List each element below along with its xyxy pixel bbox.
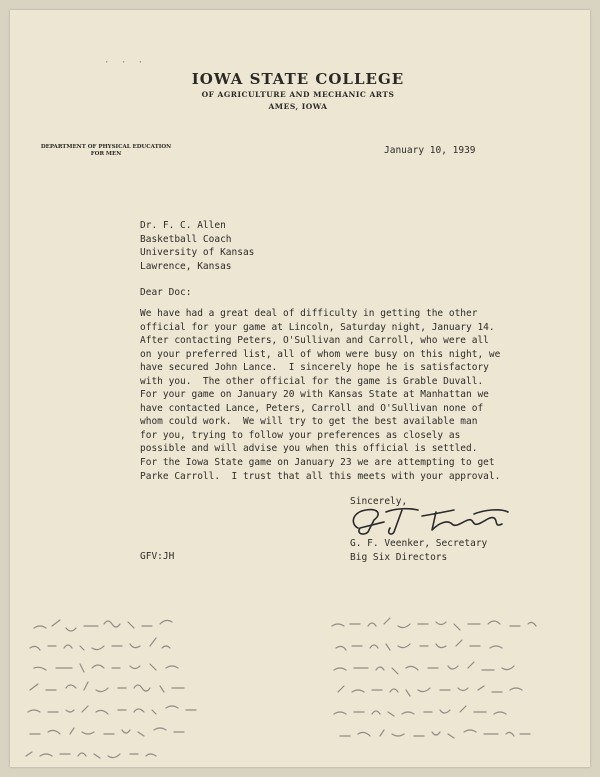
body-line: We have had a great deal of difficulty in getting the other [140, 308, 478, 319]
closing: Sincerely, [350, 496, 408, 507]
paragraph-1 [140, 307, 520, 389]
body-line: have secured John Lance. I sincerely hope he is satisfactory [140, 362, 489, 374]
body-line: for you, trying to follow your preferences as closely as [140, 429, 461, 441]
paragraph-2 [140, 388, 520, 456]
letterhead-city: AMES, IOWA [268, 102, 328, 111]
body-line: possible and will advise you when this official is settled. [140, 443, 478, 455]
body-line: For your game on January 20 with Kansas State at Manhattan we [140, 389, 489, 400]
ink-specks: · · · [104, 58, 147, 68]
recipient-line: Basketball Coach [140, 233, 232, 245]
signer-block [350, 537, 487, 564]
pencil-shorthand-notes [0, 590, 600, 777]
paragraph-3 [140, 456, 520, 483]
typist-initials: GFV:JH [140, 551, 175, 562]
department-line-2: FOR MEN [90, 151, 122, 157]
recipient-line: University of Kansas [140, 247, 255, 259]
letterhead-subtitle: OF AGRICULTURE AND MECHANIC ARTS [201, 90, 395, 99]
recipient-line: Lawrence, Kansas [140, 260, 232, 272]
body-line: with you. The other official for the game is Grable Duvall. [140, 375, 484, 387]
body-line: whom could work. We will try to get the best available man [140, 416, 478, 428]
letterhead-college: IOWA STATE COLLEGE [191, 70, 405, 88]
body-line: After contacting Peters, O'Sullivan and Carroll, who were all [140, 335, 489, 347]
department-line-1: DEPARTMENT OF PHYSICAL EDUCATION [40, 144, 172, 150]
signer-name: G. F. Veenker, Secretary [350, 538, 488, 549]
recipient-address [140, 219, 254, 273]
recipient-line: Dr. F. C. Allen [140, 220, 226, 231]
body-line: official for your game at Lincoln, Saturday night, January 14. [140, 321, 495, 333]
body-line: have contacted Lance, Peters, Carroll and O'Sullivan none of [140, 402, 484, 414]
salutation: Dear Doc: [140, 287, 192, 298]
letter-date: January 10, 1939 [384, 145, 476, 156]
handwritten-signature [344, 502, 514, 538]
department-heading [36, 144, 176, 158]
body-line: on your preferred list, all of whom were busy on this night, we [140, 348, 501, 360]
body-line: Parke Carroll. I trust that all this meets with your approval. [140, 470, 501, 482]
signer-title: Big Six Directors [350, 551, 448, 563]
body-line: For the Iowa State game on January 23 we are attempting to get [140, 457, 495, 468]
